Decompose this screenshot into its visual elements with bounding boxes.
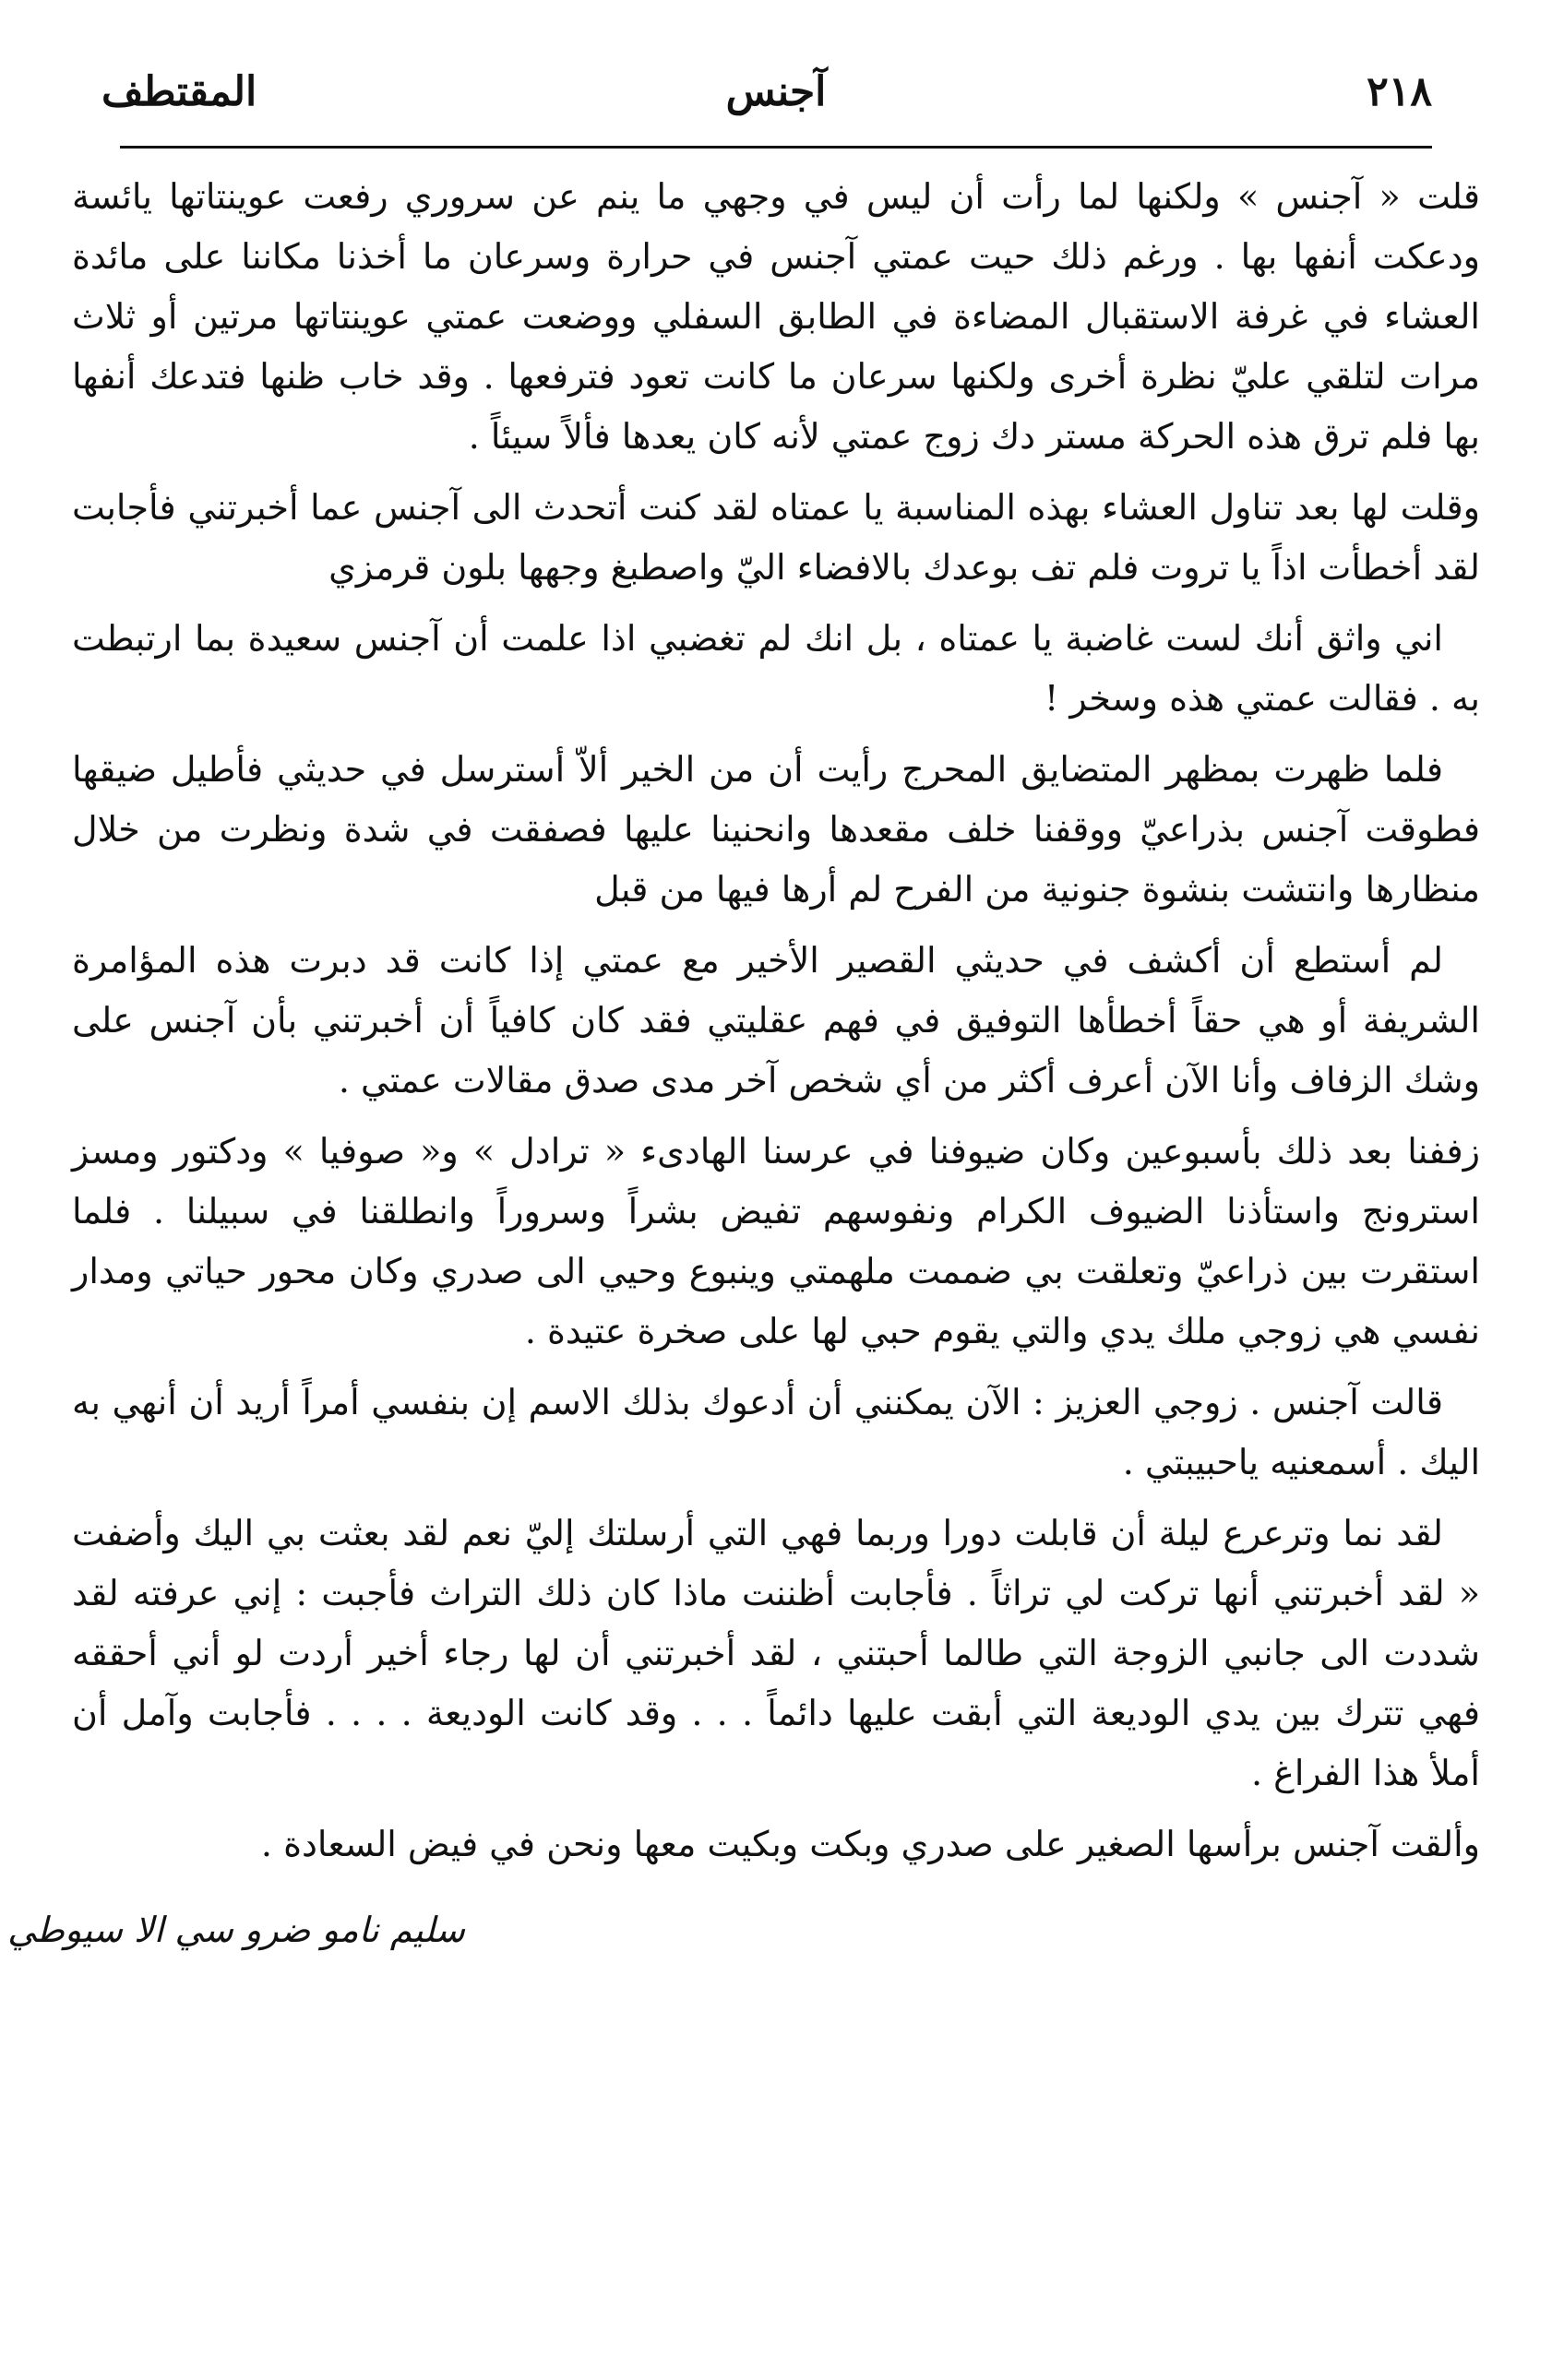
paragraph: زففنا بعد ذلك بأسبوعين وكان ضيوفنا في عرسنا الهادىء « ترادل » و« صوفيا » ودكتور ومسز استرونج واستأذنا الضيوف الكرام ونفوسهم تفيض بشراً وسروراً وانطلقنا في سبيلنا . فلما استقرت بين ذراعيّ وتعلقت بي ضممت ملهمتي وينبوع وحيي الى صدري وكان محور حياتي ومدار نفسي هي زوجي ملك يدي والتي يقوم حبي لها على صخرة عتيدة . [72, 1131, 1480, 1351]
article-body [7, 167, 1487, 1958]
paragraph: اني واثق أنك لست غاضبة يا عمتاه ، بل انك لم تغضبي اذا علمت أن آجنس سعيدة بما ارتبطت به . فقالت عمتي هذه وسخر ! [72, 618, 1480, 719]
running-title: آجنس [725, 68, 827, 115]
author-signature: سليم نامو ضرو سي الا سيوطي [7, 1910, 465, 1950]
paragraph: وألقت آجنس برأسها الصغير على صدري وبكت وبكيت معها ونحن في فيض السعادة . [260, 1824, 1480, 1864]
paragraph: وقلت لها بعد تناول العشاء بهذه المناسبة يا عمتاه لقد كنت أتحدث الى آجنس عما أخبرتني فأجابت لقد أخطأت اذاً يا تروت فلم تف بوعدك بالافضاء اليّ واصطبغ وجهها بلون قرمزي [72, 487, 1480, 588]
paragraph: فلما ظهرت بمظهر المتضايق المحرج رأيت أن من الخير ألاّ أسترسل في حديثي فأطيل ضيقها فطوقت آجنس بذراعيّ ووقفنا خلف مقعدها وانحنينا عليها فصفقت في شدة ونظرت من خلال منظارها وانتشت بنشوة جنونية من الفرح لم أرها فيها من قبل [72, 749, 1480, 910]
page [7, 55, 1487, 2343]
page-number: ٢١٨ [1367, 68, 1432, 115]
journal-name: المقتطف [101, 68, 257, 115]
header-rule [120, 146, 1432, 149]
paragraph: لقد نما وترعرع ليلة أن قابلت دورا وربما فهي التي أرسلتك إليّ نعم لقد بعثت بي اليك وأضفت « لقد أخبرتني أنها تركت لي تراثاً . فأجابت أظننت ماذا كان ذلك التراث فأجبت : إني عرفته لقد شددت الى جانبي الزوجة التي طالما أحبتني ، لقد أخبرتني أن لها رجاء أخير أردت لو أني أحققه فهي تترك بين يدي الوديعة التي أبقت عليها دائماً . . . وقد كانت الوديعة . . . . فأجابت وآمل أن أملأ هذا الفراغ . [72, 1513, 1480, 1793]
page-header [65, 55, 1487, 138]
paragraph: لم أستطع أن أكشف في حديثي القصير الأخير مع عمتي إذا كانت قد دبرت هذه المؤامرة الشريفة أو هي حقاً أخطأها التوفيق في فهم عقليتي فقد كان كافياً أن أخبرتني بأن آجنس على وشك الزفاف وأنا الآن أعرف أكثر من أي شخص آخر مدى صدق مقالات عمتي . [72, 940, 1480, 1101]
paragraph: قالت آجنس . زوجي العزيز : الآن يمكنني أن أدعوك بذلك الاسم إن بنفسي أمراً أريد أن أنهي به اليك . أسمعنيه ياحبيبتي . [72, 1382, 1480, 1482]
paragraph: قلت « آجنس » ولكنها لما رأت أن ليس في وجهي ما ينم عن سروري رفعت عوينتاتها يائسة ودعكت أنفها بها . ورغم ذلك حيت عمتي آجنس في حرارة وسرعان ما أخذنا مكاننا على مائدة العشاء في غرفة الاستقبال المضاءة في الطابق السفلي ووضعت عمتي عوينتاتها مرتين أو ثلاث مرات لتلقي عليّ نظرة أخرى ولكنها سرعان ما كانت تعود فترفعها . وقد خاب ظنها فتدعك أنفها بها فلم ترق هذه الحركة مستر دك زوج عمتي لأنه كان يعدها فألاً سيئاً . [72, 176, 1480, 457]
